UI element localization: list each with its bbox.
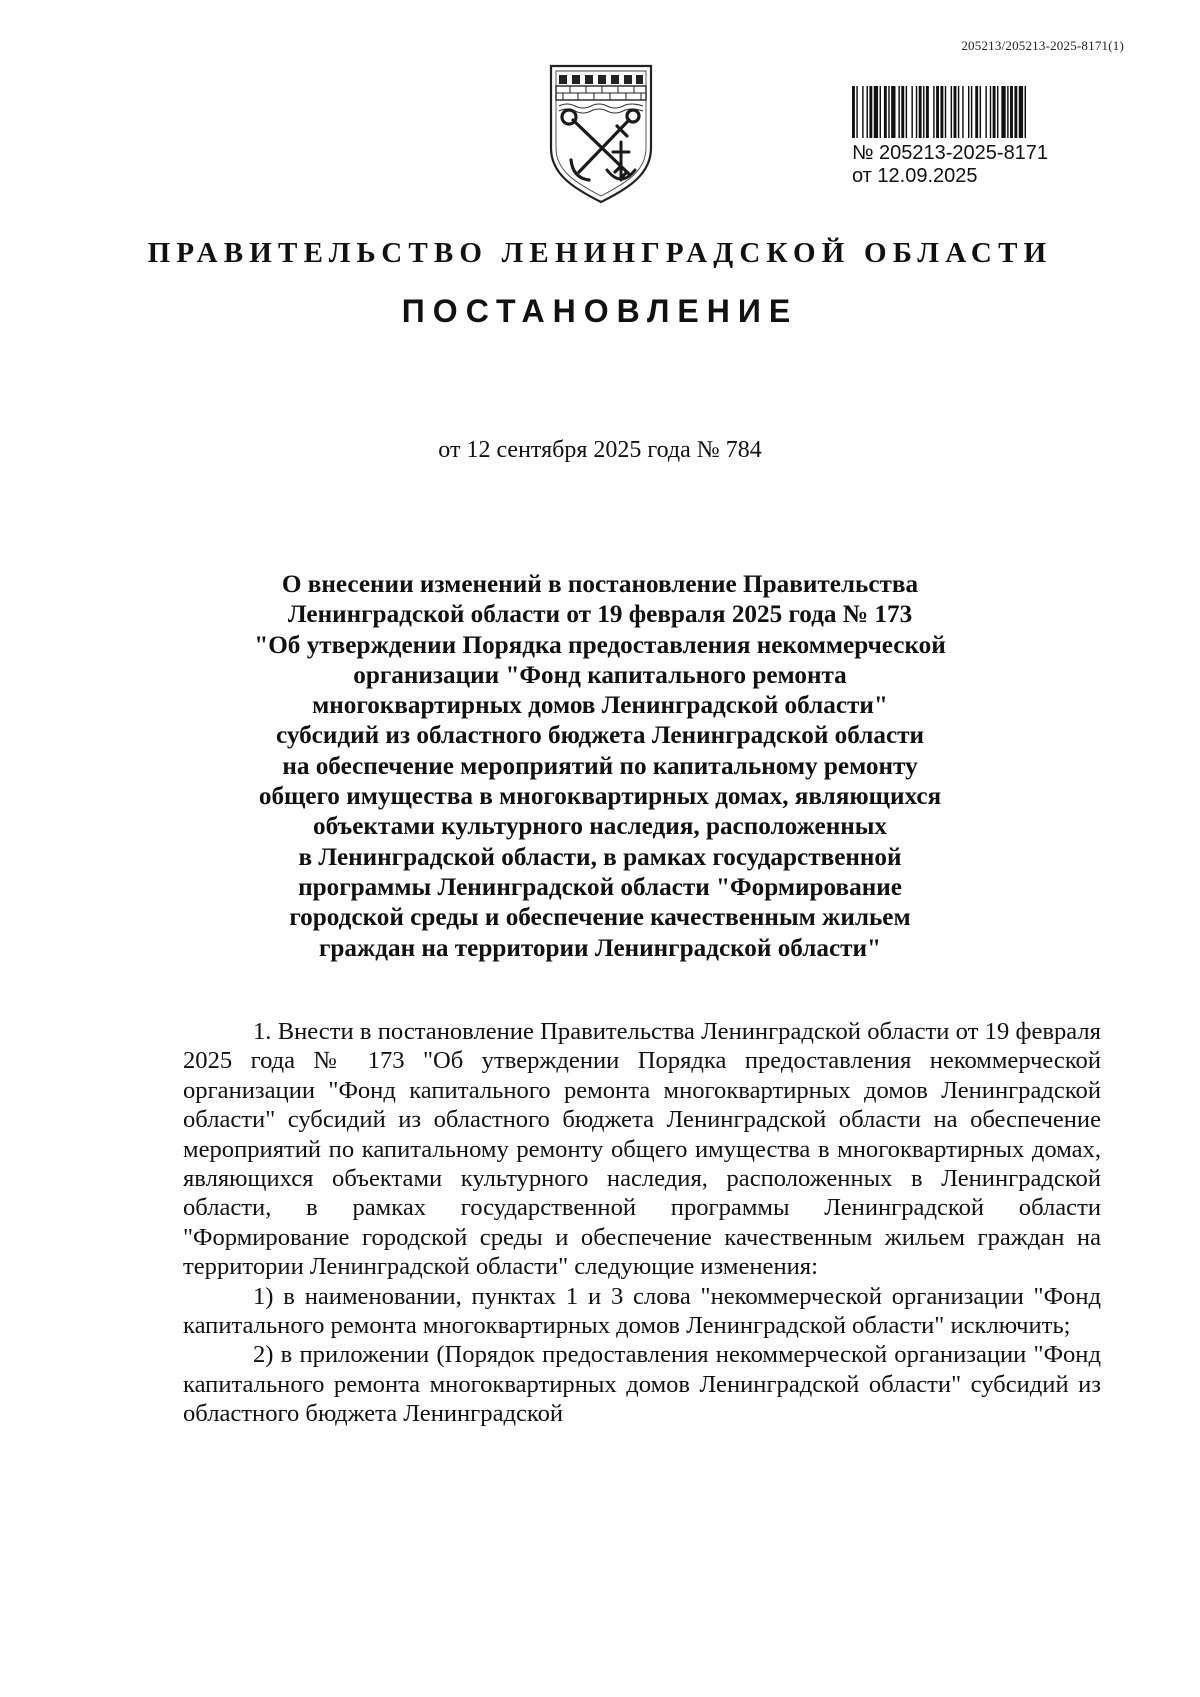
subject-line: городской среды и обеспечение качественным жильем [289, 904, 911, 932]
subject-line: О внесении изменений в постановление Правительства [281, 571, 919, 598]
registration-date: от 12.09.2025 [852, 165, 978, 187]
subject-line: организации "Фонд капитального ремонта [353, 661, 847, 689]
body-paragraph: 1. Внести в постановление Правительства Ленинградской области от 19 февраля 2025 года № 173 "Об утверждении Порядка предоставления некоммерческой организации "Фонд капитального ремонта многоквартирных домов Ленинградской области" субсидий из областного бюджета Ленинградской области на обеспечение мероприятий по капитальному ремонту общего имущества в многоквартирных домах, являющихся объектами культурного наследия, расположенных в Ленинградской области, в рамках государственной программы Ленинградской области "Формирование городской среды и обеспечение качественным жильем граждан на территории Ленинградской области" следующие изменения: [183, 1018, 1101, 1281]
document-body [183, 1017, 1101, 1429]
body-paragraph: 2) в приложении (Порядок предоставления некоммерческой организации "Фонд капитального ремонта многоквартирных домов Ленинградской области" субсидий из областного бюджета Ленинградской [183, 1341, 1101, 1428]
subject-line: общего имущества в многоквартирных домах, являющихся [258, 783, 942, 811]
subject-line: Ленинградской области от 19 февраля 2025 года № 173 [287, 601, 913, 629]
registration-stamp [852, 86, 1112, 188]
subject-line: "Об утверждении Порядка предоставления некоммерческой [254, 631, 946, 659]
body-paragraph: 1) в наименовании, пунктах 1 и 3 слова "некоммерческой организации "Фонд капитального ремонта многоквартирных домов Ленинградской области" исключить; [183, 1282, 1101, 1340]
document-type-heading: ПОСТАНОВЛЕНИЕ [401, 293, 799, 329]
barcode-icon [852, 86, 1104, 138]
government-title: ПРАВИТЕЛЬСТВО ЛЕНИНГРАДСКОЙ ОБЛАСТИ [147, 237, 1053, 269]
coat-of-arms-icon [545, 62, 657, 204]
registration-number: № 205213-2025-8171 [852, 142, 1049, 164]
document-reference-code: 205213/205213-2025-8171(1) [961, 38, 1124, 53]
subject-line: на обеспечение мероприятий по капитальному ремонту [282, 752, 918, 780]
subject-line: программы Ленинградской области "Формирование [298, 873, 902, 901]
document-subject [150, 570, 1050, 964]
subject-line: субсидий из областного бюджета Ленинградской области [275, 722, 925, 750]
subject-line: граждан на территории Ленинградской области" [318, 934, 882, 962]
document-date-number: от 12 сентября 2025 года № 784 [438, 437, 762, 463]
subject-line: многоквартирных домов Ленинградской области" [312, 692, 888, 720]
subject-line: в Ленинградской области, в рамках государственной [298, 843, 902, 871]
subject-line: объектами культурного наследия, расположенных [312, 813, 888, 841]
